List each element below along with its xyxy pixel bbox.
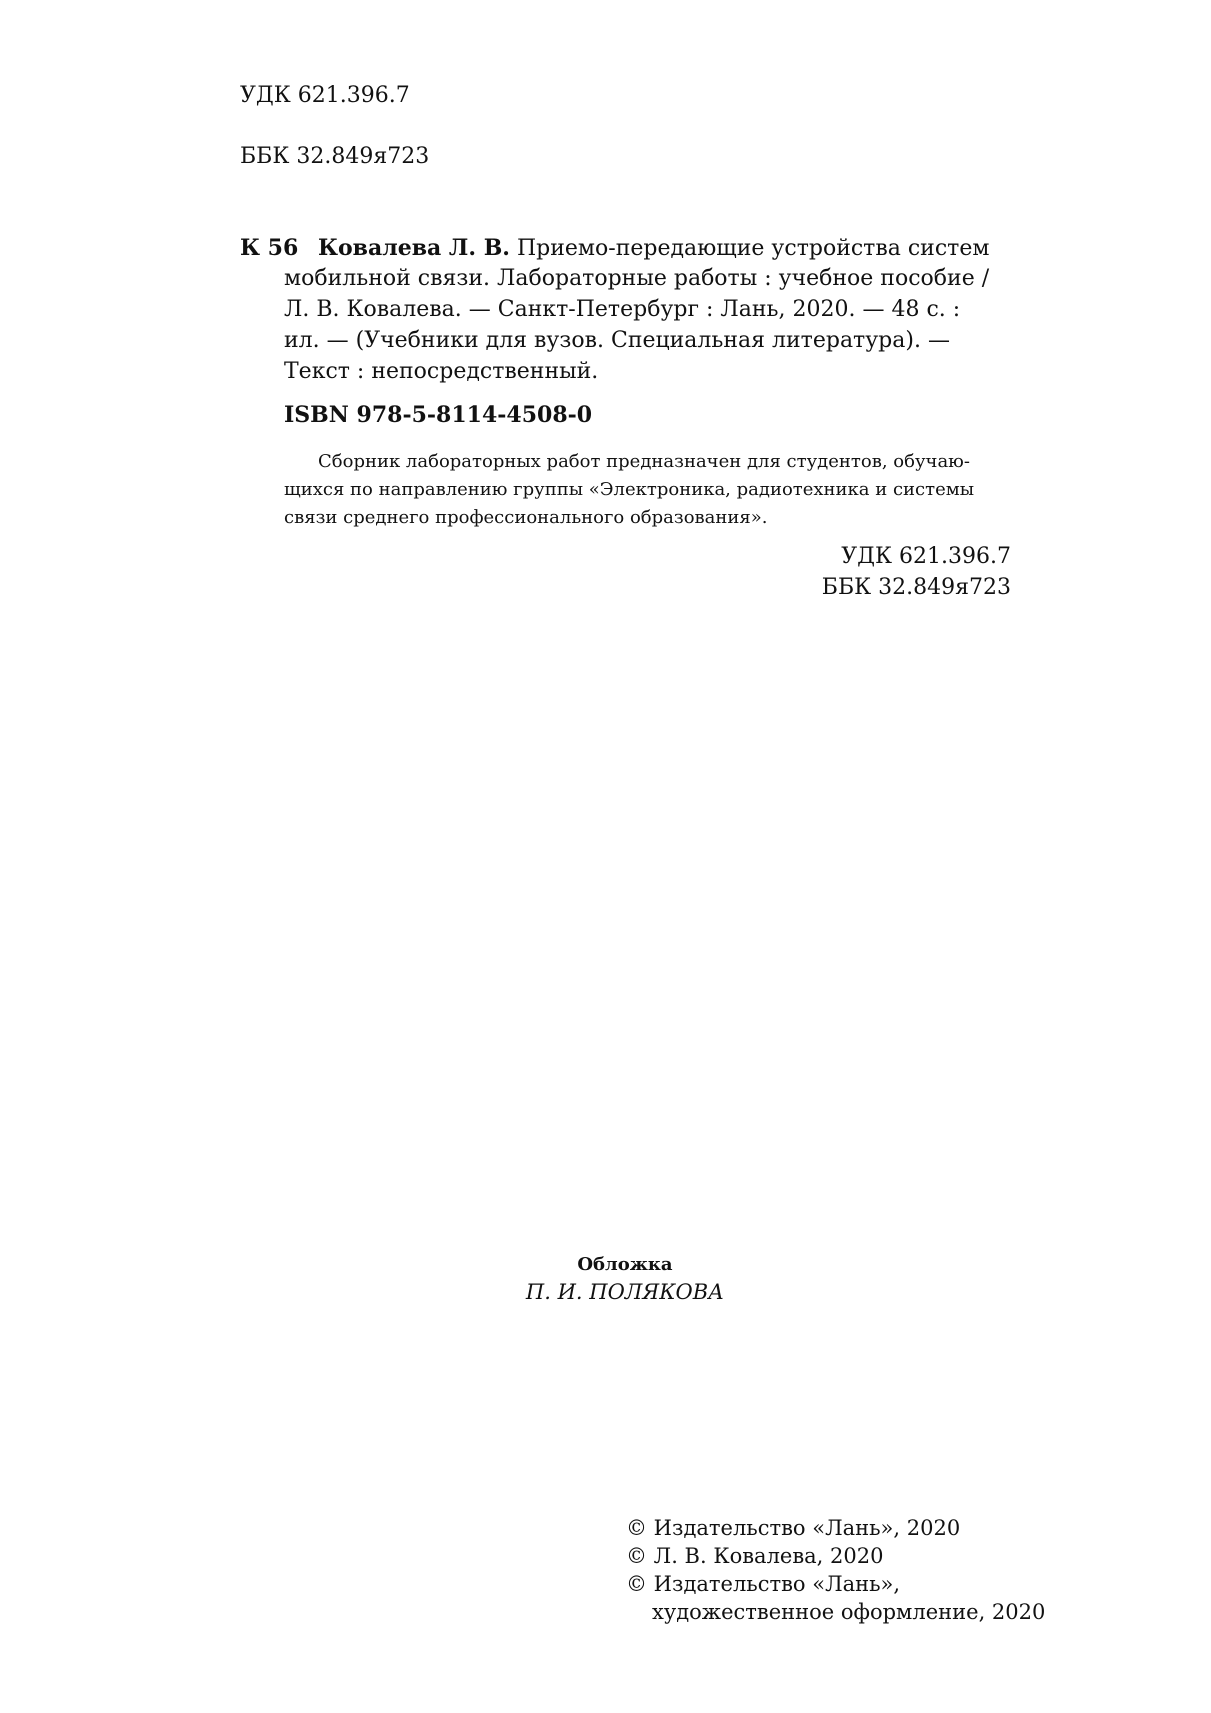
top-udk-code: УДК 621.396.7 bbox=[240, 83, 410, 108]
annotation-line-1: Сборник лабораторных работ предназначен для студентов, обучаю- bbox=[318, 451, 970, 472]
cover-label: Обложка bbox=[577, 1254, 673, 1275]
record-title-start: Приемо-передающие устройства систем bbox=[509, 236, 990, 261]
record-line-1 bbox=[318, 235, 1008, 261]
bottom-bbk-code: ББК 32.849я723 bbox=[821, 575, 1011, 600]
isbn: ISBN 978-5-8114-4508-0 bbox=[284, 402, 593, 428]
record-line-5: Текст : непосредственный. bbox=[284, 359, 599, 384]
top-bbk-code: ББК 32.849я723 bbox=[240, 144, 430, 169]
record-author: Ковалева Л. В. bbox=[318, 235, 510, 261]
annotation-line-3: связи среднего профессионального образования». bbox=[284, 507, 768, 528]
annotation-line-2: щихся по направлению группы «Электроника, радиотехника и системы bbox=[284, 479, 975, 500]
record-line-3: Л. В. Ковалева. — Санкт-Петербург : Лань, 2020. — 48 с. : bbox=[284, 297, 961, 322]
record-index: К 56 bbox=[240, 235, 299, 261]
copyright-line-1: © Издательство «Лань», 2020 bbox=[626, 1516, 961, 1540]
bottom-udk-code: УДК 621.396.7 bbox=[841, 544, 1011, 569]
copyright-line-2: © Л. В. Ковалева, 2020 bbox=[626, 1544, 884, 1568]
record-line-2: мобильной связи. Лабораторные работы : учебное пособие / bbox=[284, 266, 990, 291]
copyright-line-3: © Издательство «Лань», bbox=[626, 1572, 901, 1596]
record-line-4: ил. — (Учебники для вузов. Специальная литература). — bbox=[284, 328, 950, 353]
cover-designer: П. И. ПОЛЯКОВА bbox=[525, 1280, 725, 1304]
copyright-line-4: художественное оформление, 2020 bbox=[652, 1600, 1046, 1624]
